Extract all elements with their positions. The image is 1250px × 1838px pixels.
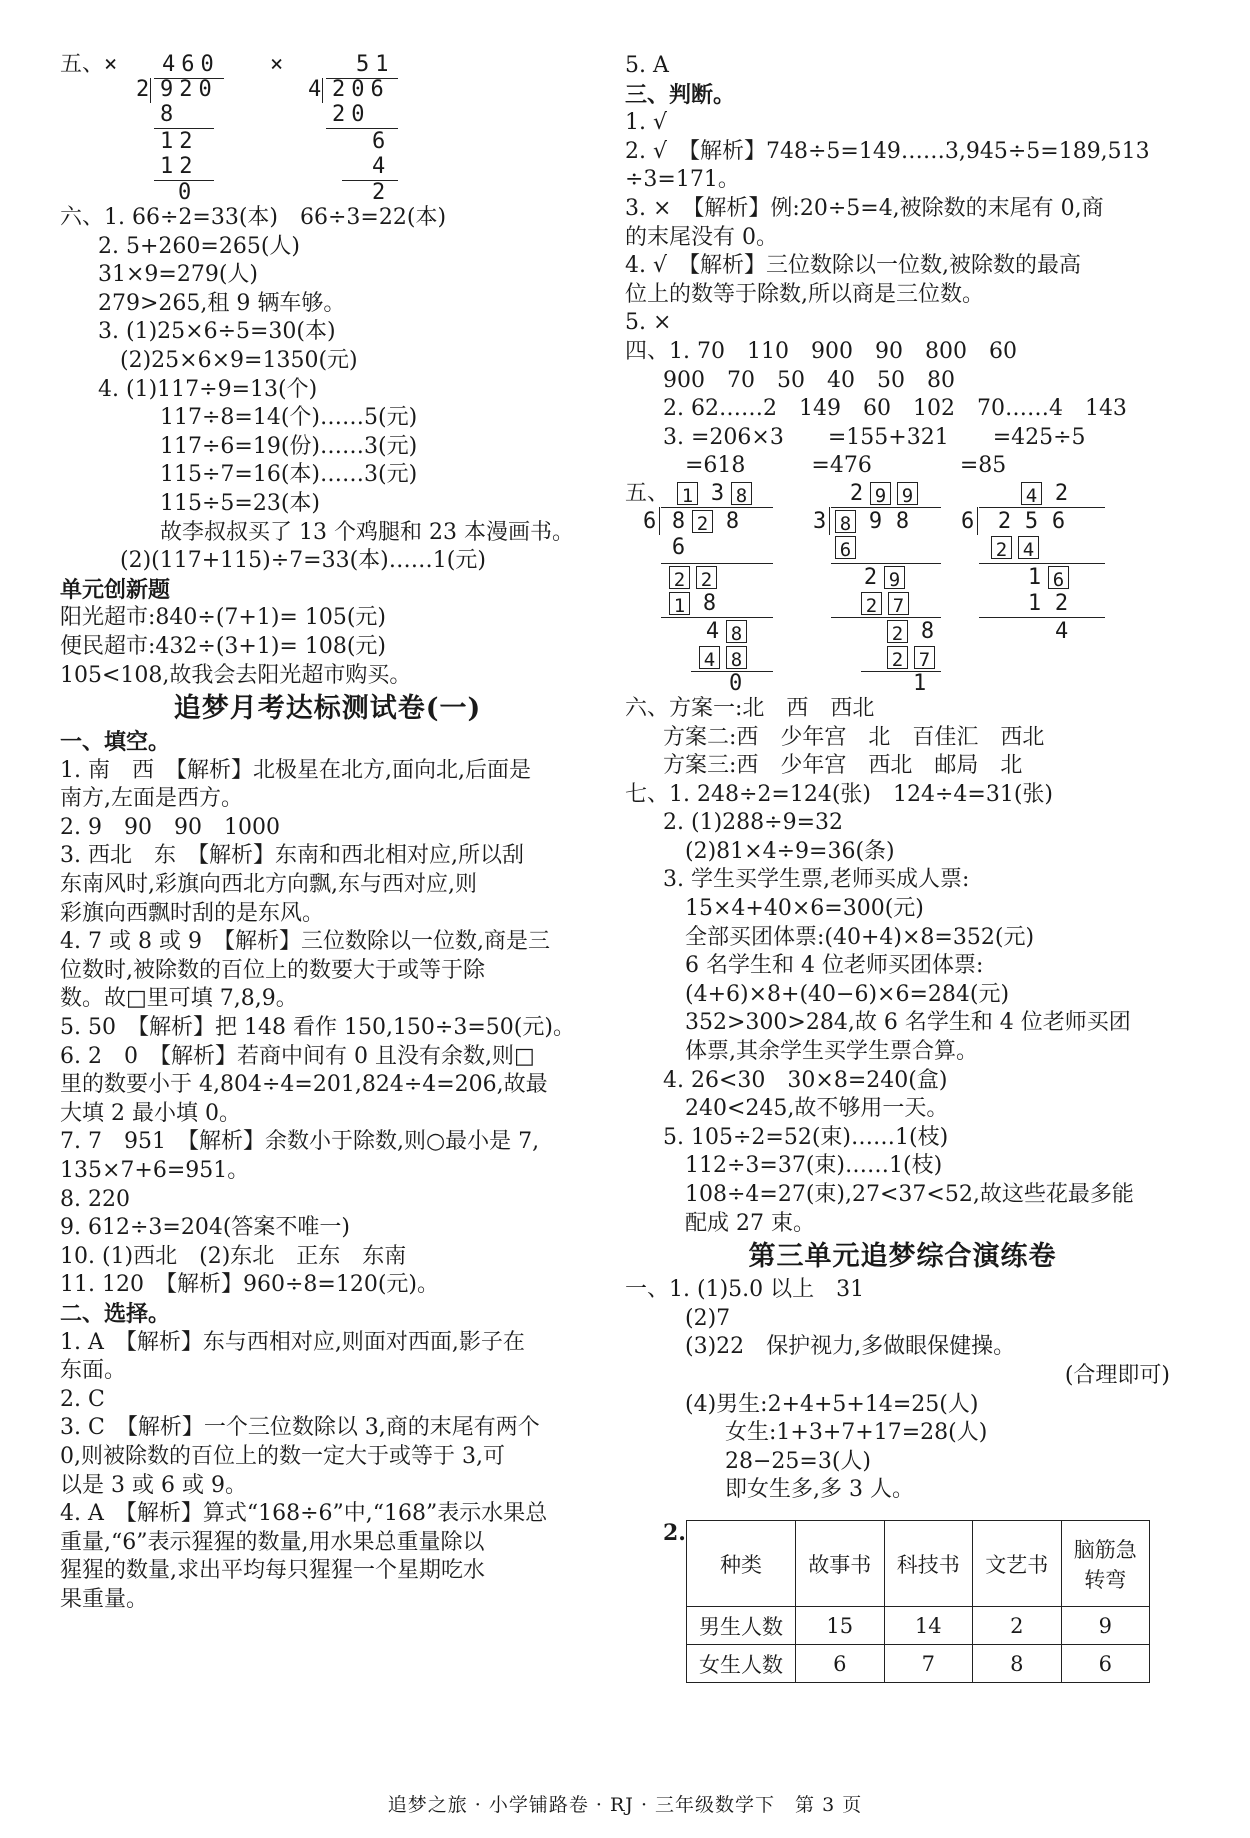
answer-line: 3. (1)25×6÷5=30(本) [98,319,336,345]
box-digit: 9 [884,566,905,589]
answer-line: 28−25=3(人) [725,1448,872,1474]
answer-line: 位上的数等于除数,所以商是三位数。 [625,281,984,307]
answer-line: 4. 7 或 8 或 9 【解析】三位数除以一位数,商是三 [60,929,550,955]
answer-line: 一、1. (1)5.0 以上 31 [625,1277,865,1303]
box-digit: 2 [887,620,908,643]
answer-line: 故李叔叔买了 13 个鸡腿和 23 本漫画书。 [160,519,574,545]
answer-line: 5. × [625,310,672,336]
box-digit: 2 [991,536,1012,559]
answer-line: 阳光超市:840÷(7+1)= 105(元) [60,605,387,631]
answer-line: 2. C [60,1386,105,1412]
division-1-quotient [677,481,758,507]
quotient-2: 51 [356,52,395,77]
answer-line: 3. 西北 东 【解析】东南和西北相对应,所以刮 [60,843,524,869]
long-division-section-5 [60,52,595,204]
answer-line: 115÷7=16(本)……3(元) [160,462,418,488]
division-2-step [887,619,941,645]
division-1-step [669,565,723,591]
answer-line: 1. A 【解析】东与西相对应,则面对西面,影子在 [60,1329,525,1355]
section-title-unit-3: 第三单元追梦综合演练卷 [748,1241,1057,1273]
answer-line: 彩旗向西飘时刮的是东风。 [60,900,325,926]
answer-line: 4. √ 【解析】三位数除以一位数,被除数的最高 [625,253,1081,279]
answer-line: 配成 27 束。 [685,1210,815,1236]
step-2b: 6 [372,129,386,154]
table-cell: 8 [973,1645,1062,1683]
answer-line: 11. 120 【解析】960÷8=120(元)。 [60,1272,439,1298]
division-2-step [835,535,862,561]
answer-line: 3. 学生买学生票,老师买成人票: [663,867,970,893]
answer-line: 15×4+40×6=300(元) [685,896,924,922]
digit: 8 [671,508,686,534]
answer-line: 115÷5=23(本) [160,490,321,516]
table-cell: 15 [796,1607,885,1645]
answer-line: (2)7 [685,1305,731,1331]
answer-line: 4. 26<30 30×8=240(盒) [663,1067,948,1093]
row-label: 男生人数 [687,1607,796,1645]
quotient-1: 460 [162,52,220,77]
answer-line: =618 =476 =85 [685,453,1007,479]
answer-line: 方案三:西 少年宫 西北 邮局 北 [663,753,1023,779]
box-digit: 2 [696,566,717,589]
answer-line: 以是 3 或 6 或 9。 [60,1472,247,1498]
answer-line: 117÷8=14(个)……5(元) [160,405,418,431]
division-3-quotient [1021,481,1075,507]
division-1-step [665,535,692,561]
answer-line: 9. 612÷3=204(答案不唯一) [60,1215,350,1241]
box-digit: 8 [726,646,747,669]
box-digit: 4 [1021,482,1042,505]
step-2d: 2 [372,180,386,205]
answer-line: (2)(117+115)÷7=33(本)……1(元) [120,548,486,574]
division-1-step [699,619,753,645]
answer-line: 1. √ [625,110,668,136]
page-footer: 追梦之旅 · 小学铺路卷 · RJ · 三年级数学下 第 3 页 [387,1794,863,1816]
box-digit: 9 [897,482,918,505]
table-cell: 14 [884,1607,973,1645]
divisor-1: 2 [136,77,150,102]
box-digit: 2 [861,592,882,615]
division-2-step [857,565,911,591]
answer-line: 352>300>284,故 6 名学生和 4 位老师买团 [685,1010,1131,1036]
digit: 4 [705,618,720,644]
section-5-label: 五、× [60,52,118,77]
choice-heading: 二、选择。 [60,1300,171,1327]
answer-line: 全部买团体票:(40+4)×8=352(元) [685,924,1035,950]
section-5-label-right: 五、 [625,480,670,506]
answer-line: (4+6)×8+(40−6)×6=284(元) [685,981,1010,1007]
step-1a: 8 [160,102,174,127]
answer-line: 便民超市:432÷(3+1)= 108(元) [60,633,387,659]
answer-line: 117÷6=19(份)……3(元) [160,433,418,459]
digit: 5 [1024,508,1039,534]
division-3-step [991,535,1045,561]
box-digit: 8 [731,482,752,505]
answer-line: 2. 9 90 90 1000 [60,814,280,840]
answer-line: (2)25×6×9=1350(元) [120,347,358,373]
answer-line: 2. (1)288÷9=32 [663,810,843,836]
book-preference-table [686,1520,1150,1683]
box-digit: 6 [835,536,856,559]
answer-line: 4. (1)117÷9=13(个) [98,376,318,402]
digit: 8 [725,508,740,534]
answer-line: 体票,其余学生买学生票合算。 [685,1039,978,1065]
division-3-step [1021,565,1075,591]
answer-line: 900 70 50 40 50 80 [663,367,955,393]
box-digit: 6 [1048,566,1069,589]
fill-blank-heading: 一、填空。 [60,729,171,756]
answer-line: 112÷3=37(束)……1(枝) [685,1153,943,1179]
digit: 1 [1027,564,1042,590]
box-digit: 2 [692,510,713,533]
answer-line: 七、1. 248÷2=124(张) 124÷4=31(张) [625,781,1054,807]
unit-innovation-heading: 单元创新题 [60,576,171,603]
answer-line: 108÷4=27(束),27<37<52,故这些花最多能 [685,1182,1134,1207]
answer-line: 2. √ 【解析】748÷5=149……3,945÷5=189,513 [625,138,1150,164]
answer-line: (3)22 保护视力,多做眼保健操。 [685,1334,1016,1360]
judge-heading: 三、判断。 [625,81,736,108]
box-digit: 1 [669,592,690,615]
step-2a: 20 [332,102,371,127]
answer-line: 数。故□里可填 7,8,9。 [60,986,298,1012]
table-cell: 6 [1061,1645,1150,1683]
division-3-step [1021,591,1075,617]
answer-line: 135×7+6=951。 [60,1158,250,1183]
division-2-quotient [843,481,924,507]
step-1c: 12 [160,154,199,179]
answer-line: 240<245,故不够用一天。 [685,1096,949,1122]
answer-line: 3. C 【解析】一个三位数除以 3,商的末尾有两个 [60,1415,540,1441]
division-1-dividend [665,509,746,535]
box-digit: 4 [699,646,720,669]
digit: 3 [710,480,725,506]
answer-line: 东南风时,彩旗向西北方向飘,东与西对应,则 [60,872,477,898]
box-digit: 1 [677,482,698,505]
digit: 2 [863,564,878,590]
digit: 8 [895,508,910,534]
answer-line: 5. A [625,53,669,78]
answer-line: 5. 105÷2=52(束)……1(枝) [663,1124,949,1150]
answer-line: 6 名学生和 4 位老师买团体票: [685,953,984,979]
step-1b: 12 [160,129,199,154]
answer-line: 六、1. 66÷2=33(本) 66÷3=22(本) [60,205,447,230]
divisor-2: 4 [308,77,322,102]
table-row [687,1607,1150,1645]
divisor-d3: 6 [961,508,975,534]
division-3-dividend [991,509,1072,535]
answer-line: 猩猩的数量,求出平均每只猩猩一个星期吃水 [60,1558,485,1584]
header-line: 脑筋急 [1073,1537,1137,1562]
answer-line: 南方,左面是西方。 [60,786,243,812]
divisor-d2: 3 [813,508,827,534]
division-1-step [699,645,753,671]
division-1-step [669,591,723,617]
digit: 1 [1027,590,1042,616]
table-cell: 6 [796,1645,885,1683]
answer-line: 方案二:西 少年宫 北 百佳汇 西北 [663,724,1045,750]
box-digit: 8 [726,620,747,643]
division-2-dividend [835,509,916,535]
header-line: 转弯 [1084,1567,1127,1592]
answer-line: (2)81×4÷9=36(条) [685,838,895,864]
table-cell: 9 [1061,1607,1150,1645]
answer-line: (4)男生:2+4+5+14=25(人) [685,1391,979,1417]
answer-line: 7. 7 951 【解析】余数小于除数,则○最小是 7, [60,1129,540,1155]
dividend-2: 206 [332,77,390,102]
answer-line: (合理即可) [1064,1362,1170,1388]
division-2-step [887,645,941,671]
box-digit: 2 [887,646,908,669]
divisor-d1: 6 [643,508,657,534]
answer-line: 4. A 【解析】算式“168÷6”中,“168”表示水果总 [60,1501,548,1527]
answer-line: 女生:1+3+7+17=28(人) [725,1420,988,1446]
remainder-d2: 1 [913,670,927,696]
row-label: 女生人数 [687,1645,796,1683]
answer-line: 3. × 【解析】例:20÷5=4,被除数的末尾有 0,商 [625,195,1104,221]
left-column [60,52,595,1615]
digit: 2 [849,480,864,506]
answer-line: 0,则被除数的百位上的数一定大于或等于 3,可 [60,1443,505,1469]
box-digit: 4 [1018,536,1039,559]
digit: 6 [1051,508,1066,534]
digit: 8 [702,590,717,616]
answer-line: 1. 南 西 【解析】北极星在北方,面向北,后面是 [60,757,531,783]
table-row [687,1645,1150,1683]
answer-line: 279>265,租 9 辆车够。 [98,290,346,316]
table-cell: 2 [973,1607,1062,1645]
division-2-step [861,591,915,617]
answer-line: 即女生多,多 3 人。 [725,1477,914,1503]
long-division-boxes [625,481,1180,695]
table-header-cell [1061,1521,1150,1607]
remainder-d3: 4 [1055,618,1069,644]
answer-line: 位数时,被除数的百位上的数要大于或等于除 [60,957,485,983]
digit: 6 [671,534,686,560]
digit: 8 [920,618,935,644]
dividend-1: 920 [160,77,218,102]
table-header-cell: 科技书 [884,1521,973,1607]
section-title-monthly-test: 追梦月考达标测试卷(一) [173,693,482,725]
table-number: 2. [663,1520,686,1546]
answer-line: 8. 220 [60,1186,130,1212]
step-2c: 4 [372,154,386,179]
answer-line: ÷3=171。 [625,167,740,193]
box-digit: 2 [669,566,690,589]
answer-line: 四、1. 70 110 900 90 800 60 [625,338,1017,364]
answer-line: 六、方案一:北 西 西北 [625,695,875,721]
box-digit: 7 [888,592,909,615]
answer-line: 6. 2 0 【解析】若商中间有 0 且没有余数,则□ [60,1043,535,1069]
answer-line: 2. 62……2 149 60 102 70……4 143 [663,396,1127,422]
table-cell: 7 [884,1645,973,1683]
mark-x: × [270,52,284,77]
answer-line: 东面。 [60,1358,127,1384]
answer-line: 5. 50 【解析】把 148 看作 150,150÷3=50(元)。 [60,1015,575,1041]
answer-line: 里的数要小于 4,804÷4=201,824÷4=206,故最 [60,1072,548,1098]
table-header-cell: 文艺书 [973,1521,1062,1607]
box-digit: 7 [914,646,935,669]
remainder-d1: 0 [729,670,743,696]
answer-line: 10. (1)西北 (2)东北 正东 东南 [60,1243,407,1269]
box-digit: 9 [870,482,891,505]
answer-line: 大填 2 最小填 0。 [60,1100,241,1126]
digit: 2 [997,508,1012,534]
answer-line: 2. 5+260=265(人) [98,233,300,259]
answer-line: 重量,“6”表示猩猩的数量,用水果总重量除以 [60,1529,485,1555]
step-1d: 0 [178,180,192,205]
answer-line: 果重量。 [60,1586,149,1612]
answer-line: 的末尾没有 0。 [625,224,778,250]
answer-line: 3. =206×3 =155+321 =425÷5 [663,424,1086,450]
answer-line: 31×9=279(人) [98,262,259,288]
digit: 9 [868,508,883,534]
table-corner-cell: 种类 [687,1521,796,1607]
table-header-cell: 故事书 [796,1521,885,1607]
right-column [625,52,1180,1505]
answer-line: 105<108,故我会去阳光超市购买。 [60,662,412,688]
box-digit: 8 [835,510,856,533]
table-header-row [687,1521,1150,1607]
digit: 2 [1054,590,1069,616]
digit: 2 [1054,480,1069,506]
